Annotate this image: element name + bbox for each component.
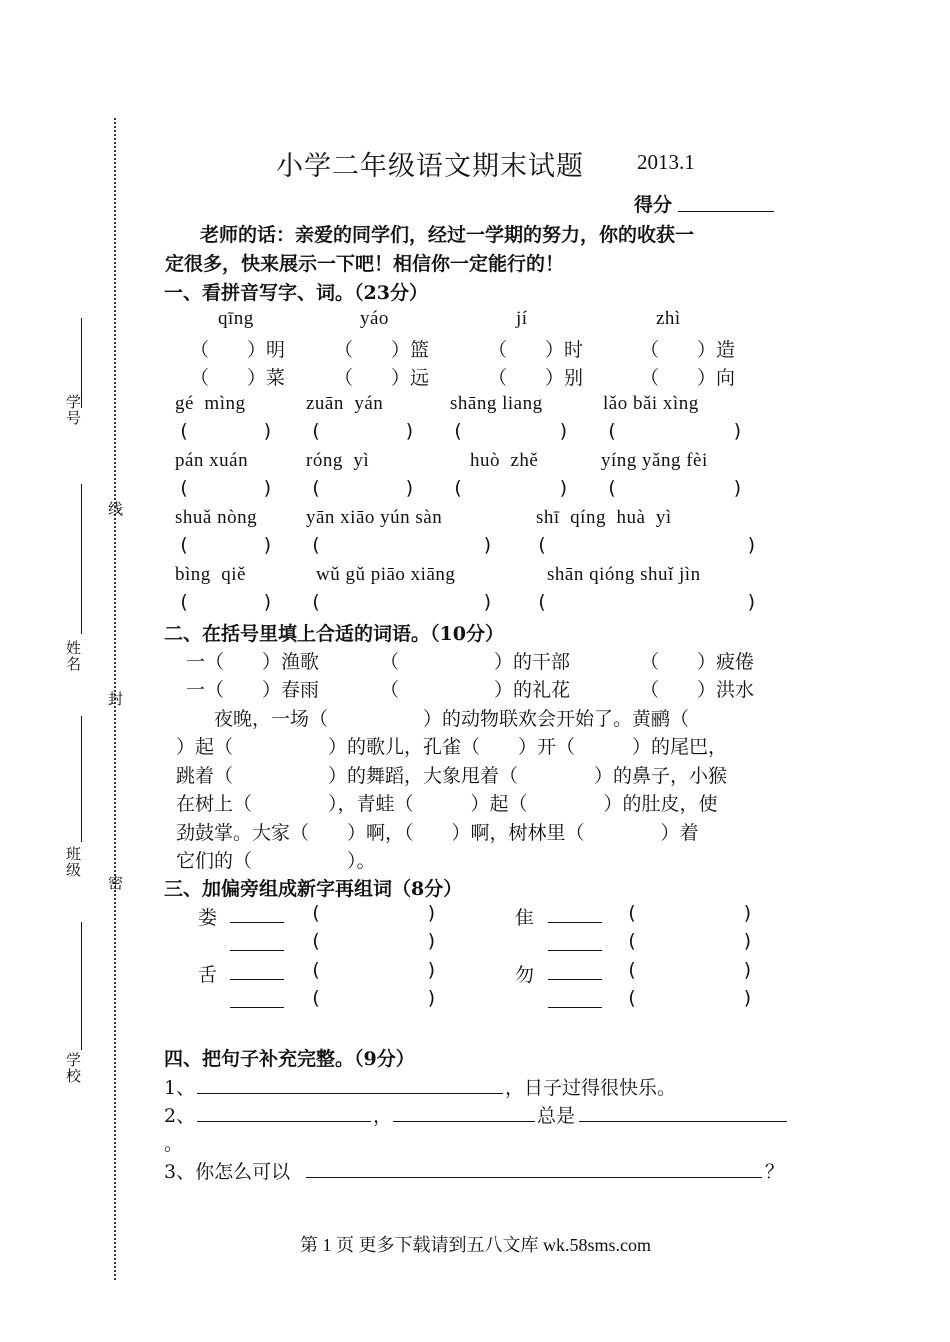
bracket-close: ) [482, 591, 494, 613]
bracket-close: ) [262, 591, 274, 613]
char-underline[interactable] [230, 922, 284, 923]
bracket-open[interactable]: ( [310, 477, 322, 499]
exam-title: 小学二年级语文期末试题 [276, 151, 584, 182]
school-label: 学校 [66, 1051, 82, 1085]
bracket-open[interactable]: ( [626, 959, 638, 981]
score-blank[interactable] [678, 211, 774, 212]
sentence-2-end: 。 [164, 1133, 184, 1155]
paragraph-line[interactable]: 夜晚，一场（ ）的动物联欢会开始了。黄鹂（ [176, 708, 690, 730]
fill-item[interactable]: （ ）的干部 [380, 651, 571, 673]
score-label: 得分 [634, 194, 673, 216]
pinyin-qing: qīng [218, 308, 254, 329]
bracket-open[interactable]: ( [626, 902, 638, 924]
char-underline[interactable] [230, 950, 284, 951]
bracket-open[interactable]: ( [178, 477, 190, 499]
fill-item[interactable]: （ ）洪水 [640, 679, 755, 701]
section-4-title: 四、把句子补充完整。（9分） [164, 1048, 415, 1070]
bracket-close: ) [742, 959, 754, 981]
word-pinyin: shī qíng huà yì [536, 507, 672, 528]
bracket-close: ) [746, 534, 758, 556]
radical-4: 勿 [515, 964, 535, 986]
sentence-1-suffix: ，日子过得很快乐。 [505, 1077, 677, 1099]
word-pinyin: zuān yán [306, 393, 384, 414]
class-label: 班级 [66, 845, 82, 879]
radical-1: 娄 [198, 907, 218, 929]
char-blank-2[interactable]: （ ）篮 [334, 339, 430, 361]
radical-3: 舌 [198, 964, 218, 986]
bracket-close: ) [262, 420, 274, 442]
bracket-close: ) [262, 534, 274, 556]
bracket-open[interactable]: ( [452, 420, 464, 442]
paragraph-line[interactable]: 劲鼓掌。大家（ ）啊，（ ）啊，树林里（ ）着 [176, 822, 699, 844]
fill-item[interactable]: 一（ ）春雨 [186, 679, 320, 701]
bracket-close: ) [742, 930, 754, 952]
radical-2: 隹 [515, 907, 535, 929]
char-underline[interactable] [548, 979, 602, 980]
bracket-open[interactable]: ( [310, 591, 322, 613]
sentence-2-blank-2[interactable] [393, 1121, 535, 1122]
word-pinyin: huò zhě [470, 450, 539, 471]
section-3-title: 三、加偏旁组成新字再组词（8分） [164, 878, 463, 900]
char-blank-6[interactable]: （ ）远 [334, 367, 430, 389]
sentence-2-comma: ， [373, 1105, 393, 1127]
bracket-close: ) [558, 477, 570, 499]
bracket-close: ) [746, 591, 758, 613]
bracket-close: ) [742, 902, 754, 924]
bracket-open[interactable]: ( [178, 534, 190, 556]
bracket-close: ) [426, 902, 438, 924]
sentence-3-prefix: 3、你怎么可以 [164, 1161, 291, 1183]
intro-line-1: 老师的话：亲爱的同学们，经过一学期的努力，你的收获一 [200, 224, 695, 246]
pinyin-yao: yáo [360, 308, 389, 329]
char-underline[interactable] [548, 1007, 602, 1008]
paragraph-line[interactable]: 它们的（ ）。 [176, 850, 376, 872]
bracket-open[interactable]: ( [310, 534, 322, 556]
sentence-1-blank[interactable] [197, 1093, 503, 1094]
char-underline[interactable] [548, 950, 602, 951]
seal-char-seal: 封 [108, 690, 124, 708]
word-pinyin: shuǎ nòng [175, 507, 258, 528]
sentence-2-mid: 总是 [537, 1105, 576, 1127]
bracket-open[interactable]: ( [452, 477, 464, 499]
sentence-1-number: 1、 [164, 1077, 196, 1099]
sentence-3-blank[interactable] [306, 1177, 762, 1178]
bracket-open[interactable]: ( [178, 591, 190, 613]
bracket-close: ) [426, 930, 438, 952]
char-blank-4[interactable]: （ ）造 [640, 339, 736, 361]
bracket-open[interactable]: ( [536, 591, 548, 613]
char-blank-7[interactable]: （ ）别 [488, 367, 584, 389]
word-pinyin: wǔ gǔ piāo xiāng [316, 564, 456, 585]
bracket-open[interactable]: ( [310, 930, 322, 952]
bracket-close: ) [732, 420, 744, 442]
char-blank-8[interactable]: （ ）向 [640, 367, 736, 389]
fill-item[interactable]: （ ）的礼花 [380, 679, 571, 701]
bracket-open[interactable]: ( [310, 987, 322, 1009]
paragraph-line[interactable]: 跳着（ ）的舞蹈，大象甩着（ ）的鼻子，小猴 [176, 765, 728, 787]
bracket-close: ) [732, 477, 744, 499]
bracket-close: ) [558, 420, 570, 442]
sentence-2-blank-1[interactable] [197, 1121, 371, 1122]
bracket-open[interactable]: ( [310, 902, 322, 924]
intro-line-2: 定很多，快来展示一下吧！相信你一定能行的！ [165, 253, 565, 275]
char-underline[interactable] [230, 979, 284, 980]
fill-item[interactable]: 一（ ）渔歌 [186, 651, 320, 673]
bracket-open[interactable]: ( [310, 420, 322, 442]
bracket-close: ) [262, 477, 274, 499]
bracket-close: ) [404, 420, 416, 442]
student-no-label: 学号 [66, 393, 82, 427]
char-blank-5[interactable]: （ ）菜 [190, 367, 286, 389]
pinyin-zhi: zhì [656, 308, 681, 329]
bracket-open[interactable]: ( [626, 987, 638, 1009]
bracket-close: ) [404, 477, 416, 499]
sentence-2-number: 2、 [164, 1105, 196, 1127]
char-blank-1[interactable]: （ ）明 [190, 339, 286, 361]
paragraph-line[interactable]: ）起（ ）的歌儿，孔雀（ ）开（ ）的尾巴， [176, 736, 728, 758]
bracket-open[interactable]: ( [178, 420, 190, 442]
section-1-title: 一、看拼音写字、词。（23分） [164, 282, 428, 304]
section-2-title: 二、在括号里填上合适的词语。（10分） [164, 623, 504, 645]
word-pinyin: yān xiāo yún sàn [306, 507, 443, 528]
class-blank[interactable] [81, 716, 82, 842]
bracket-open[interactable]: ( [626, 930, 638, 952]
char-underline[interactable] [548, 922, 602, 923]
word-pinyin: gé mìng [175, 393, 246, 414]
word-pinyin: róng yì [306, 450, 370, 471]
name-blank[interactable] [81, 484, 82, 634]
bracket-close: ) [426, 987, 438, 1009]
char-blank-3[interactable]: （ ）时 [488, 339, 584, 361]
word-pinyin: bìng qiě [175, 564, 246, 585]
fill-item[interactable]: （ ）疲倦 [640, 651, 755, 673]
school-blank[interactable] [81, 922, 82, 1050]
word-pinyin: pán xuán [175, 450, 249, 471]
pinyin-ji: jí [516, 308, 528, 329]
paragraph-line[interactable]: 在树上（ ），青蛙（ ）起（ ）的肚皮，使 [176, 793, 718, 815]
bracket-open[interactable]: ( [310, 959, 322, 981]
page-footer: 第 1 页 更多下载请到五八文库 wk.58sms.com [300, 1235, 651, 1255]
bracket-close: ) [426, 959, 438, 981]
bracket-close: ) [742, 987, 754, 1009]
bracket-open[interactable]: ( [536, 534, 548, 556]
bracket-close: ) [482, 534, 494, 556]
word-pinyin: yíng yǎng fèi [601, 450, 708, 471]
seal-char-secret: 密 [108, 874, 124, 892]
seal-char-line: 线 [108, 500, 124, 518]
exam-date: 2013.1 [637, 150, 695, 174]
char-underline[interactable] [230, 1007, 284, 1008]
word-pinyin: lǎo bǎi xìng [603, 393, 699, 414]
sentence-3-end: ？ [765, 1161, 785, 1183]
sentence-2-blank-3[interactable] [579, 1121, 787, 1122]
bracket-open[interactable]: ( [606, 477, 618, 499]
word-pinyin: shāng liang [450, 393, 543, 414]
bracket-open[interactable]: ( [606, 420, 618, 442]
word-pinyin: shān qióng shuǐ jìn [547, 564, 701, 585]
name-label: 姓名 [66, 639, 82, 673]
